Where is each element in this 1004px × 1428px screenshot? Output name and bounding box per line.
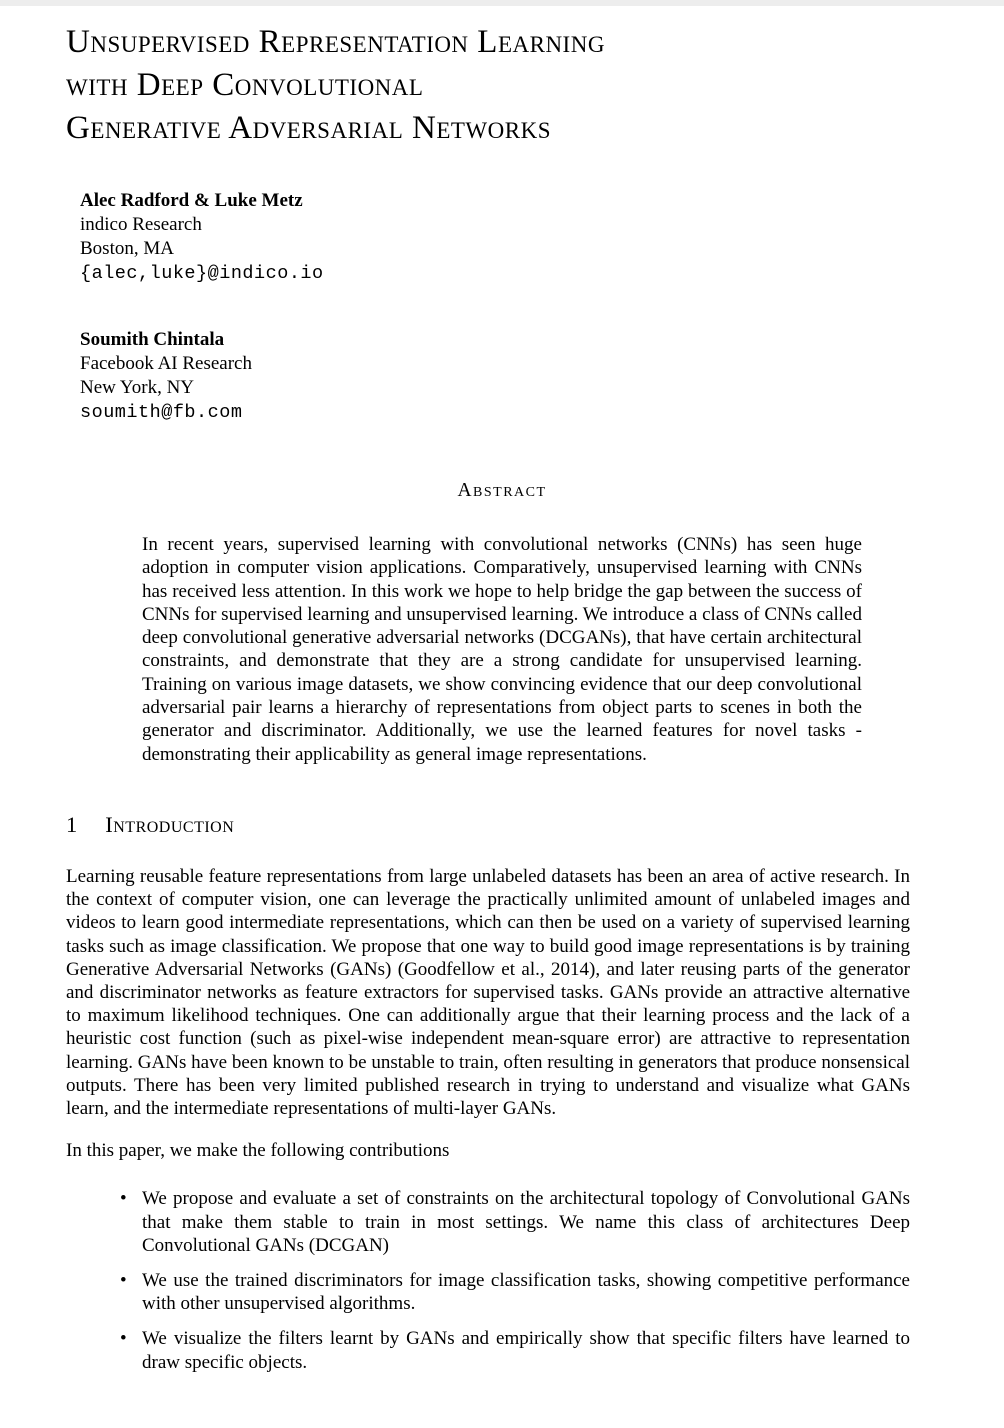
author-email: {alec,luke}@indico.io <box>80 263 324 284</box>
author-affiliation: Facebook AI Research <box>80 353 252 374</box>
author-name: Alec Radford & Luke Metz <box>80 190 303 211</box>
contribution-item <box>120 1269 910 1315</box>
author-name: Soumith Chintala <box>80 329 225 350</box>
author-block-radford-metz <box>66 188 938 287</box>
author-affiliation: indico Research <box>80 214 202 235</box>
section-heading-introduction <box>66 812 938 838</box>
contributions-lead-paragraph: In this paper, we make the following contributions <box>66 1140 450 1162</box>
bullet-icon: • <box>120 1328 127 1350</box>
author-block-chintala <box>66 327 938 426</box>
section-title: Introduction <box>105 811 235 837</box>
abstract-heading: Abstract <box>457 480 547 501</box>
top-strip <box>0 0 1004 6</box>
title-line-2: with Deep Convolutional <box>66 67 424 103</box>
paper-content <box>0 21 1004 1374</box>
contribution-text: We propose and evaluate a set of constraints on the architectural topology of Convolutional GANs that make them stable to train in most settings. We name this class of architectures Deep Convolutional GANs (DCGAN) <box>142 1188 910 1256</box>
contribution-item <box>120 1327 910 1373</box>
author-location: New York, NY <box>80 377 195 398</box>
title-line-3: Generative Adversarial Networks <box>66 110 551 146</box>
contribution-item <box>120 1187 910 1257</box>
author-location: Boston, MA <box>80 238 174 259</box>
bullet-icon: • <box>120 1270 127 1292</box>
author-email: soumith@fb.com <box>80 402 243 423</box>
paper-title <box>66 21 938 150</box>
intro-paragraph: Learning reusable feature representations from large unlabeled datasets has been an area of active research. In the context of computer vision, one can leverage the practically unlimited amount of unlabeled images and videos to learn good intermediate representations, which can then be used on a variety of supervised learning tasks such as image classification. We propose that one way to build good image representations is by training Generative Adversarial Networks (GANs) (Goodfellow et al., 2014), and later reusing parts of the generator and discriminator networks as feature extractors for supervised tasks. GANs provide an attractive alternative to maximum likelihood techniques. One can additionally argue that their learning process and the lack of a heuristic cost function (such as pixel-wise independent mean-square error) are attractive to representation learning. GANs have been known to be unstable to train, often resulting in generators that produce nonsensical outputs. There has been very limited published research in trying to understand and visualize what GANs learn, and the intermediate representations of multi-layer GANs. <box>66 865 910 1119</box>
bullet-icon: • <box>120 1188 127 1210</box>
title-line-1: Unsupervised Representation Learning <box>66 24 605 60</box>
contribution-text: We visualize the filters learnt by GANs and empirically show that specific filters have learned to draw specific objects. <box>142 1328 910 1373</box>
abstract-body: In recent years, supervised learning with convolutional networks (CNNs) has seen huge adoption in computer vision applications. Comparatively, unsupervised learning with CNNs has received less attention. In this work we hope to help bridge the gap between the success of CNNs for supervised learning and unsupervised learning. We introduce a class of CNNs called deep convolutional generative adversarial networks (DCGANs), that have certain architectural constraints, and demonstrate that they are a strong candidate for unsupervised learning. Training on various image datasets, we show convincing evidence that our deep convolutional adversarial pair learns a hierarchy of representations from object parts to scenes in both the generator and discriminator. Additionally, we use the learned features for novel tasks - demonstrating their applicability as general image representations. <box>142 534 862 765</box>
contributions-list <box>66 1187 938 1373</box>
contribution-text: We use the trained discriminators for image classification tasks, showing competitive performance with other unsupervised algorithms. <box>142 1270 910 1315</box>
section-number: 1 <box>66 811 78 837</box>
